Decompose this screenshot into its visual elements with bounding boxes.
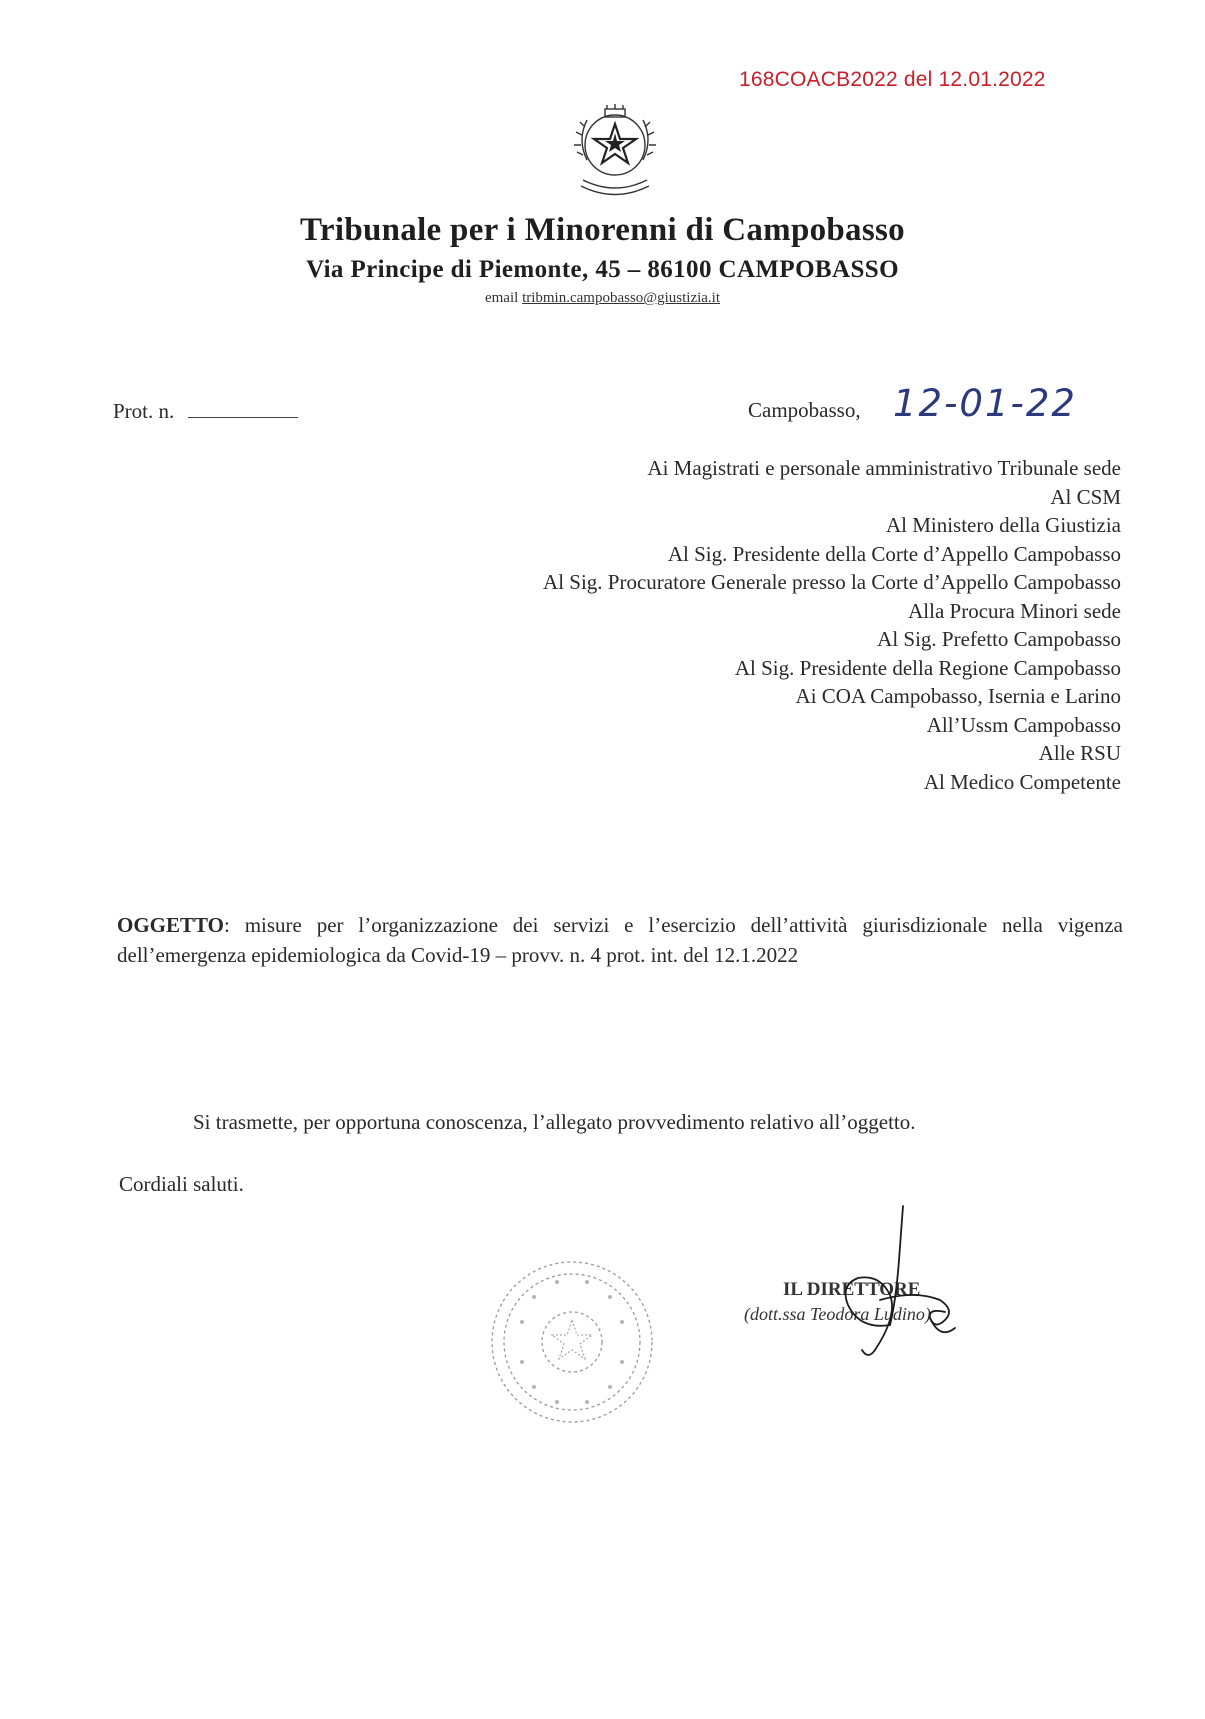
subject-text: : misure per l’organizzazione dei servizi e l’esercizio dell’attività giurisdizionale nella vigenza dell’emergenza epidemiologica da Covid-19 – provv. n. 4 prot. int. del 12.1.2022 bbox=[117, 913, 1123, 967]
handwritten-signature-icon bbox=[740, 1200, 990, 1380]
recipients-list bbox=[543, 454, 1121, 796]
protocol-label: Prot. n. bbox=[113, 399, 175, 423]
email-line bbox=[0, 290, 1205, 307]
court-address: Via Principe di Piemonte, 45 – 86100 CAMPOBASSO bbox=[306, 256, 899, 283]
court-title: Tribunale per i Minorenni di Campobasso bbox=[300, 212, 905, 248]
office-seal-stamp-icon bbox=[482, 1252, 662, 1432]
subject-paragraph bbox=[117, 910, 1123, 970]
recipient-line: Alla Procura Minori sede bbox=[908, 598, 1121, 623]
handwritten-date: 12-01-22 bbox=[893, 382, 1077, 425]
director-name: (dott.ssa Teodora Ludino) bbox=[744, 1304, 931, 1324]
recipient-line: All’Ussm Campobasso bbox=[926, 712, 1121, 737]
republic-emblem-icon bbox=[565, 100, 665, 210]
recipient-line: Al Medico Competente bbox=[923, 769, 1121, 794]
email-link[interactable]: tribmin.campobasso@giustizia.it bbox=[522, 290, 721, 306]
recipient-line: Alle RSU bbox=[1038, 741, 1121, 765]
director-title: IL DIRETTORE bbox=[783, 1279, 921, 1300]
recipient-line: Ai Magistrati e personale amministrativo Tribunale sede bbox=[647, 456, 1121, 480]
recipient-line: Al Sig. Procuratore Generale presso la Corte d’Appello Campobasso bbox=[543, 570, 1121, 594]
recipient-line: Al Sig. Prefetto Campobasso bbox=[877, 627, 1121, 651]
subject-label: OGGETTO bbox=[117, 913, 224, 937]
place-label: Campobasso, bbox=[748, 398, 861, 422]
recipient-line: Al CSM bbox=[1050, 484, 1121, 509]
recipient-line: Ai COA Campobasso, Isernia e Larino bbox=[795, 684, 1121, 708]
body-paragraph: Si trasmette, per opportuna conoscenza, l’allegato provvedimento relativo all’oggetto. bbox=[193, 1110, 916, 1134]
email-label: email bbox=[484, 290, 519, 306]
closing-line: Cordiali saluti. bbox=[119, 1172, 244, 1196]
recipient-line: Al Sig. Presidente della Corte d’Appello Campobasso bbox=[667, 541, 1121, 566]
protocol-blank bbox=[188, 399, 298, 418]
recipient-line: Al Ministero della Giustizia bbox=[885, 513, 1121, 537]
reference-stamp: 168COACB2022 del 12.01.2022 bbox=[739, 68, 1046, 91]
protocol-number bbox=[113, 399, 298, 424]
recipient-line: Al Sig. Presidente della Regione Campobasso bbox=[734, 655, 1121, 680]
